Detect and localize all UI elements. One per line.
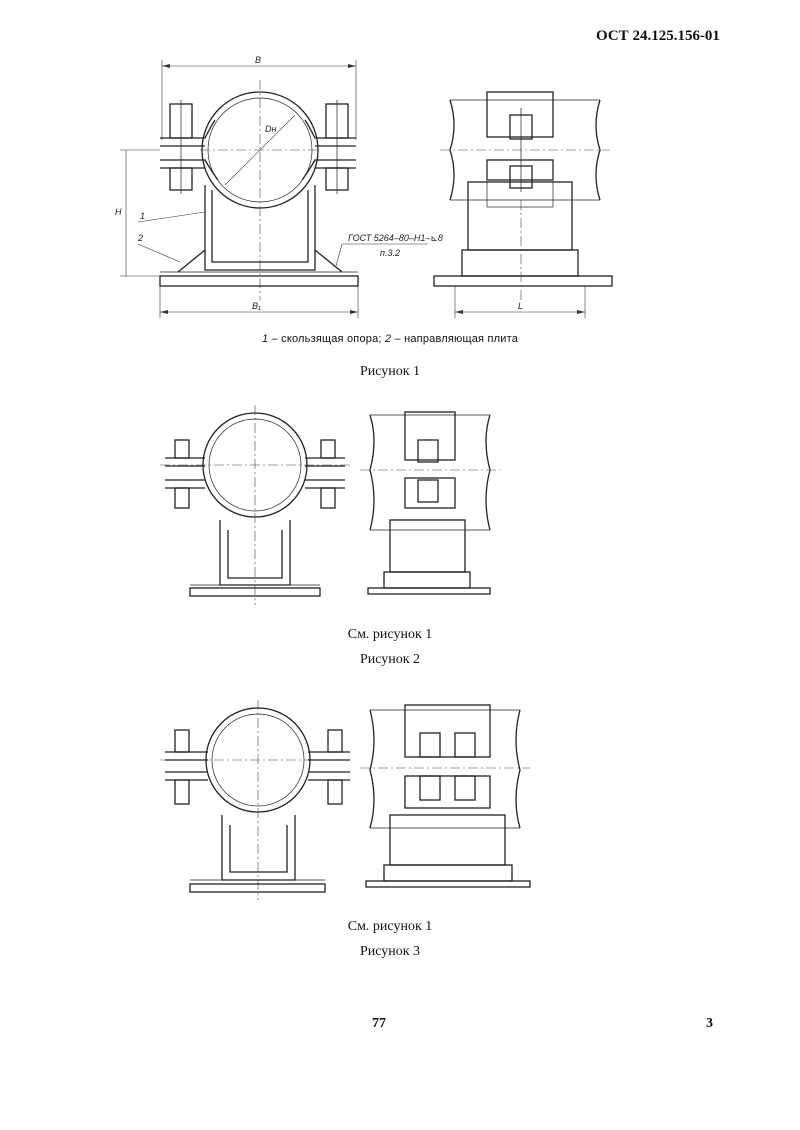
dim-height: Н <box>115 207 122 217</box>
figure-2-caption: Рисунок 2 <box>359 652 421 667</box>
document-code: ОСТ 24.125.156-01 <box>596 28 720 44</box>
dim-diameter: Dн <box>265 124 277 134</box>
figure-3-caption: Рисунок 3 <box>359 944 421 959</box>
dim-length: L <box>518 301 524 311</box>
legend-item2-text: – направляющая плита <box>391 333 519 345</box>
page-number: 77 <box>372 1016 386 1031</box>
legend-item2-num: 2 <box>384 333 392 345</box>
weld-note-line1: ГОСТ 5264–80–Н1–⊾8 <box>348 233 443 243</box>
callout-2: 2 <box>138 233 144 243</box>
legend-item1-text: – скользящая опора; <box>268 333 382 345</box>
weld-note-line2: п.3.2 <box>380 248 400 258</box>
figure-3-reference: См. рисунок 1 <box>347 919 433 934</box>
legend-item1-num: 1 <box>261 333 269 345</box>
callout-1: 1 <box>140 211 146 221</box>
dim-width-top: В <box>255 55 262 65</box>
dim-width-base: В₁ <box>252 301 261 311</box>
figure-2-reference: См. рисунок 1 <box>347 627 433 642</box>
sheet-number: 3 <box>706 1016 713 1031</box>
figure-1-caption: Рисунок 1 <box>359 364 421 379</box>
